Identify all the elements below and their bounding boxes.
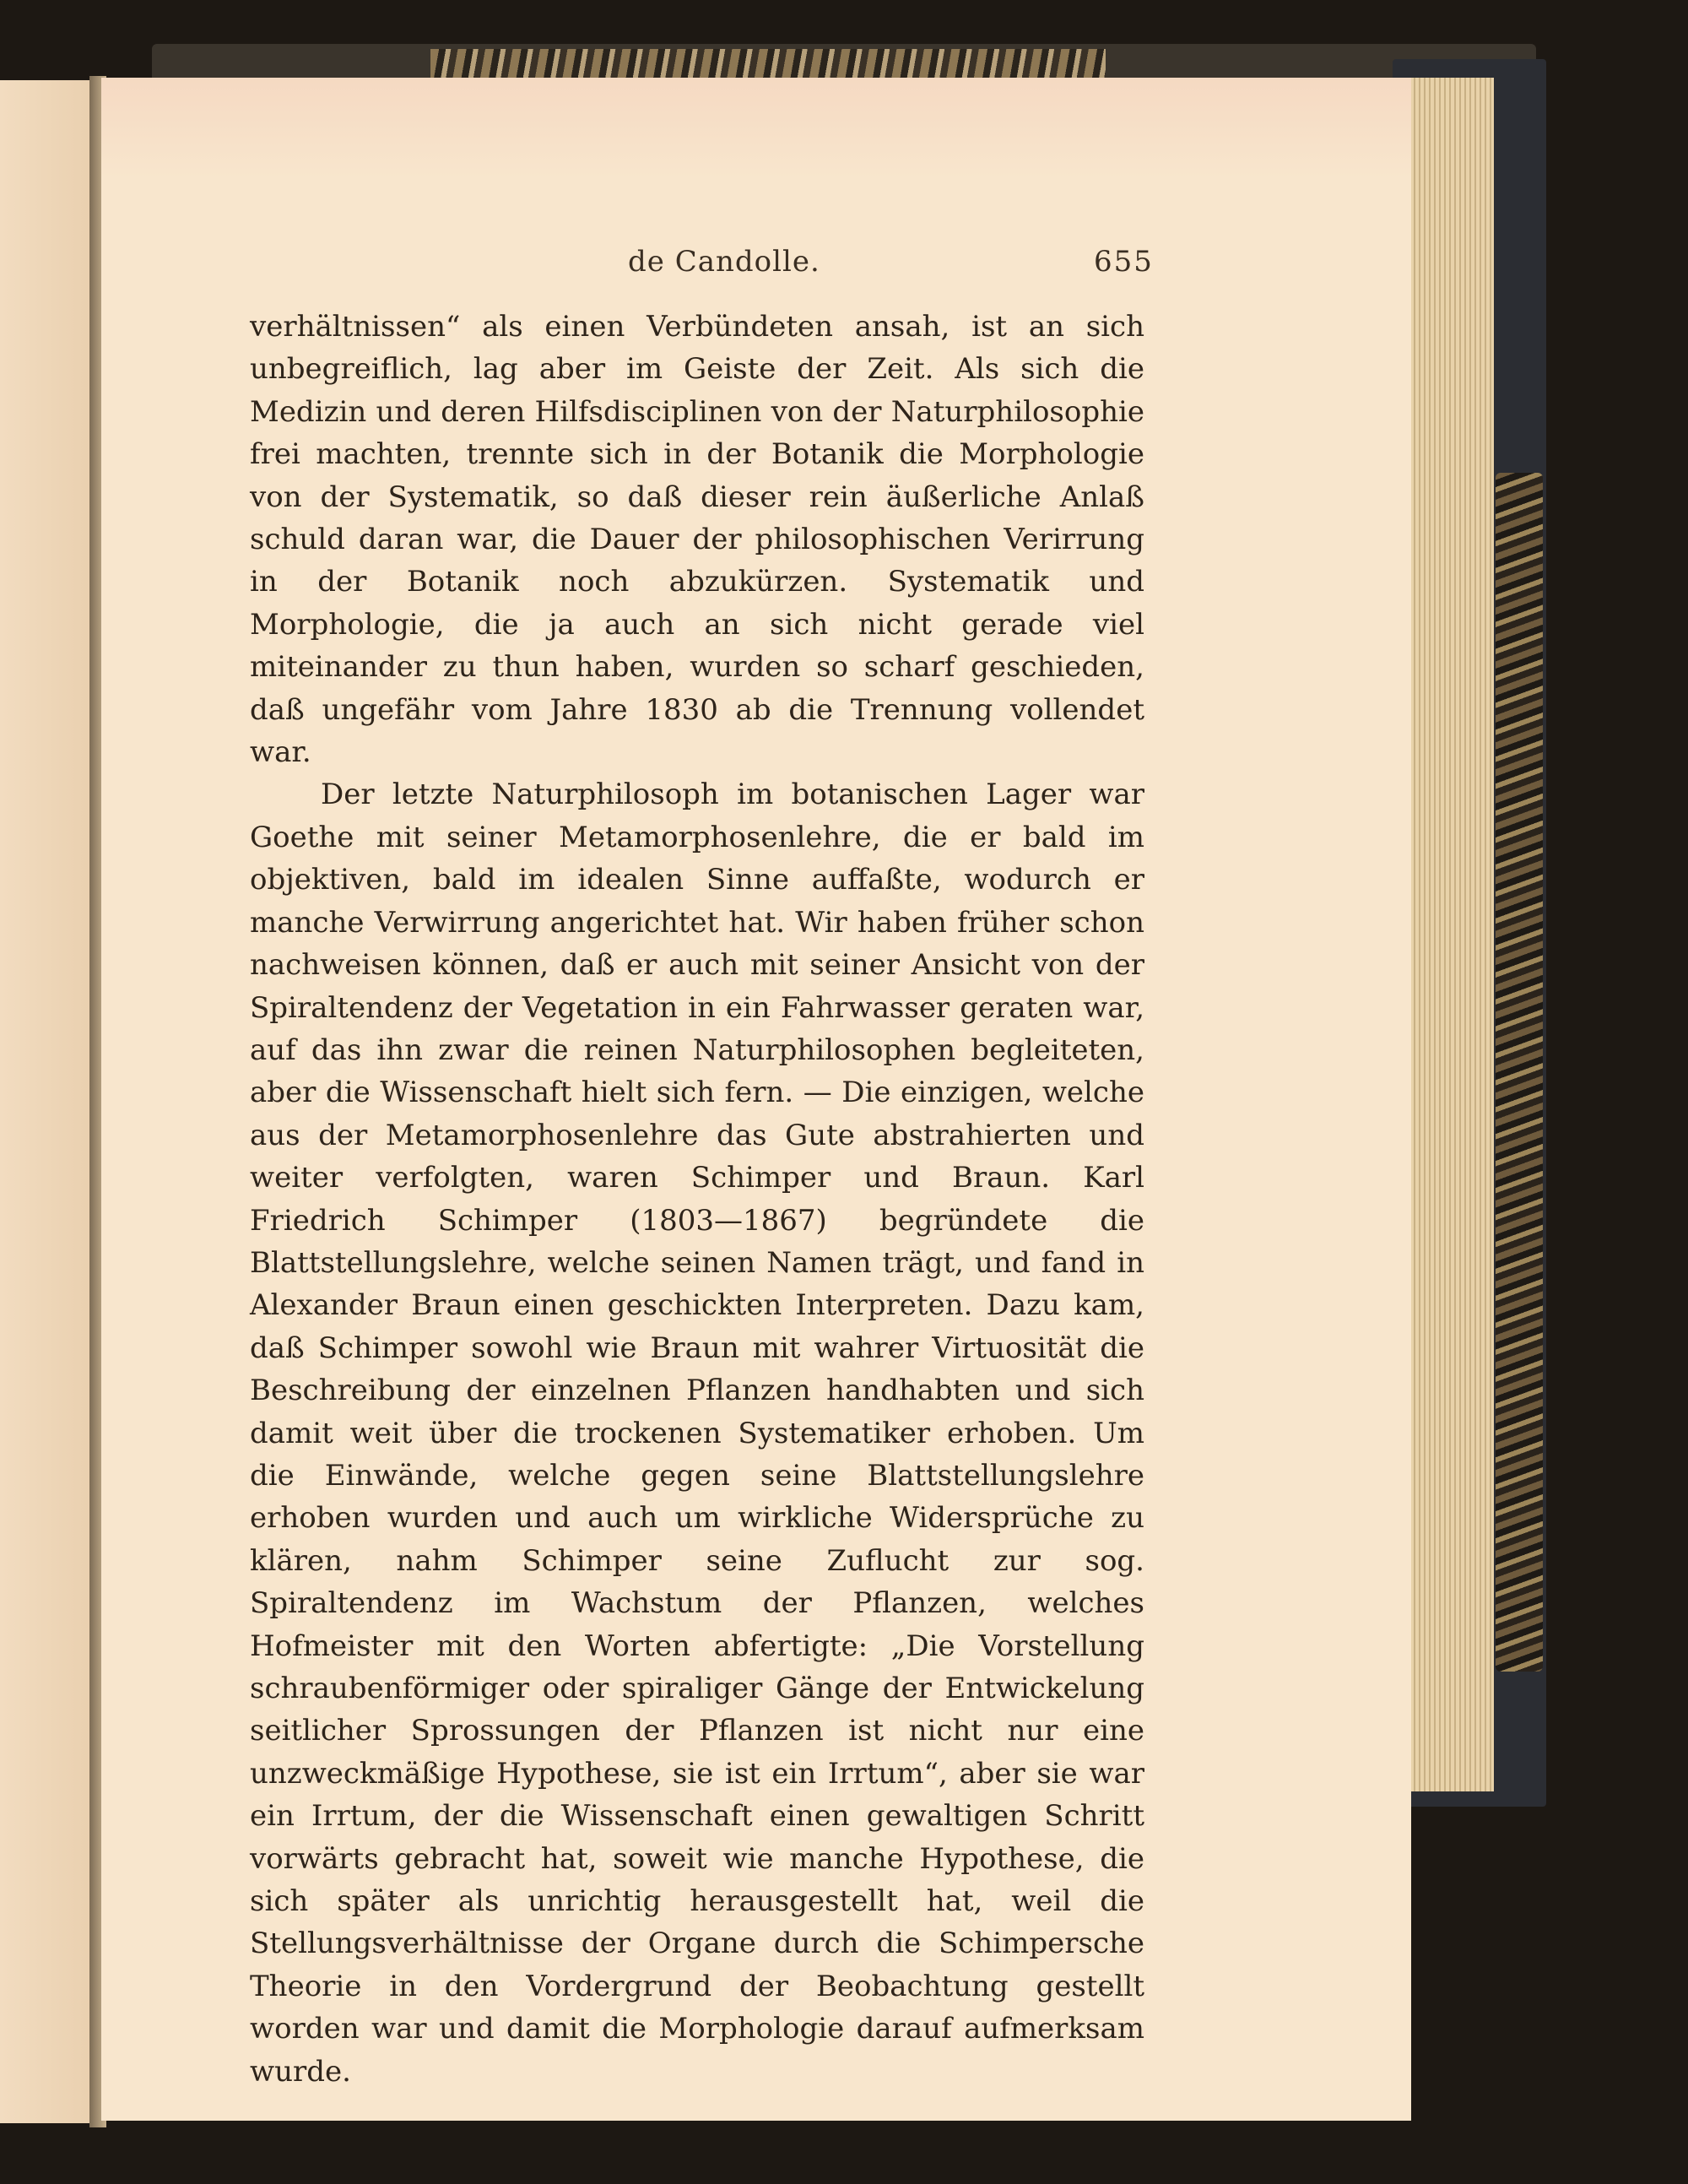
left-facing-page bbox=[0, 80, 100, 2123]
running-title: de Candolle. bbox=[628, 245, 820, 279]
paragraph-1: verhältnissen“ als einen Verbündeten ansah, ist an sich unbegreiflich, lag aber im Geiste der Zeit. Als sich die Medizin und deren Hilfsdisciplinen von der Naturphilosophie frei machten, trennte sich in der Botanik die Morphologie von der Systematik, so daß dieser rein äußerliche Anlaß schuld daran war, die Dauer der philosophischen Verirrung in der Botanik noch abzukürzen. Systematik und Morphologie, die ja auch an sich nicht gerade viel miteinander zu thun haben, wurden so scharf geschieden, daß ungefähr vom Jahre 1830 ab die Trennung vollendet war. bbox=[250, 310, 1144, 770]
running-head bbox=[101, 245, 1411, 287]
body-text bbox=[250, 306, 1144, 2093]
book-cover-marbling bbox=[1496, 473, 1543, 1672]
page-number: 655 bbox=[1094, 245, 1154, 279]
paragraph-2: Der letzte Naturphilosoph im botanischen Lager war Goethe mit seiner Metamorphosenlehre, die er bald im objektiven, bald im idealen Sinne auffaßte, wodurch er manche Verwirrung angerichtet hat. Wir haben früher schon nachweisen können, daß er auch mit seiner Ansicht von der Spiraltendenz der Vegetation in ein Fahrwasser geraten war, auf das ihn zwar die reinen Naturphilosophen begleiteten, aber die Wissenschaft hielt sich fern. — Die einzigen, welche aus der Metamorphosenlehre das Gute abstrahierten und weiter verfolgten, waren Schimper und Braun. Karl Friedrich Schimper (1803—1867) begründete die Blattstellungslehre, welche seinen Namen trägt, und fand in Alexander Braun einen geschickten Interpreten. Dazu kam, daß Schimper sowohl wie Braun mit wahrer Virtuosität die Beschreibung der einzelnen Pflanzen handhabten und sich damit weit über die trockenen Systematiker erhoben. Um die Einwände, welche gegen seine Blattstellungslehre erhoben wurden und auch um wirkliche Widersprüche zu klären, nahm Schimper seine Zuflucht zur sog. Spiraltendenz im Wachstum der Pflanzen, welches Hofmeister mit den Worten abfertigte: „Die Vorstellung schraubenförmiger oder spiraliger Gänge der Entwickelung seitlicher Sprossungen der Pflanzen ist nicht nur eine unzweckmäßige Hypothese, sie ist ein Irrtum“, aber sie war ein Irrtum, der die Wissenschaft einen gewaltigen Schritt vorwärts gebracht hat, soweit wie manche Hypothese, die sich später als unrichtig herausgestellt hat, weil die Stellungsverhältnisse der Organe durch die Schimpersche Theorie in den Vordergrund der Beobachtung gestellt worden war und damit die Morphologie darauf aufmerksam wurde. bbox=[250, 778, 1144, 2089]
page-edges bbox=[1405, 78, 1494, 1791]
